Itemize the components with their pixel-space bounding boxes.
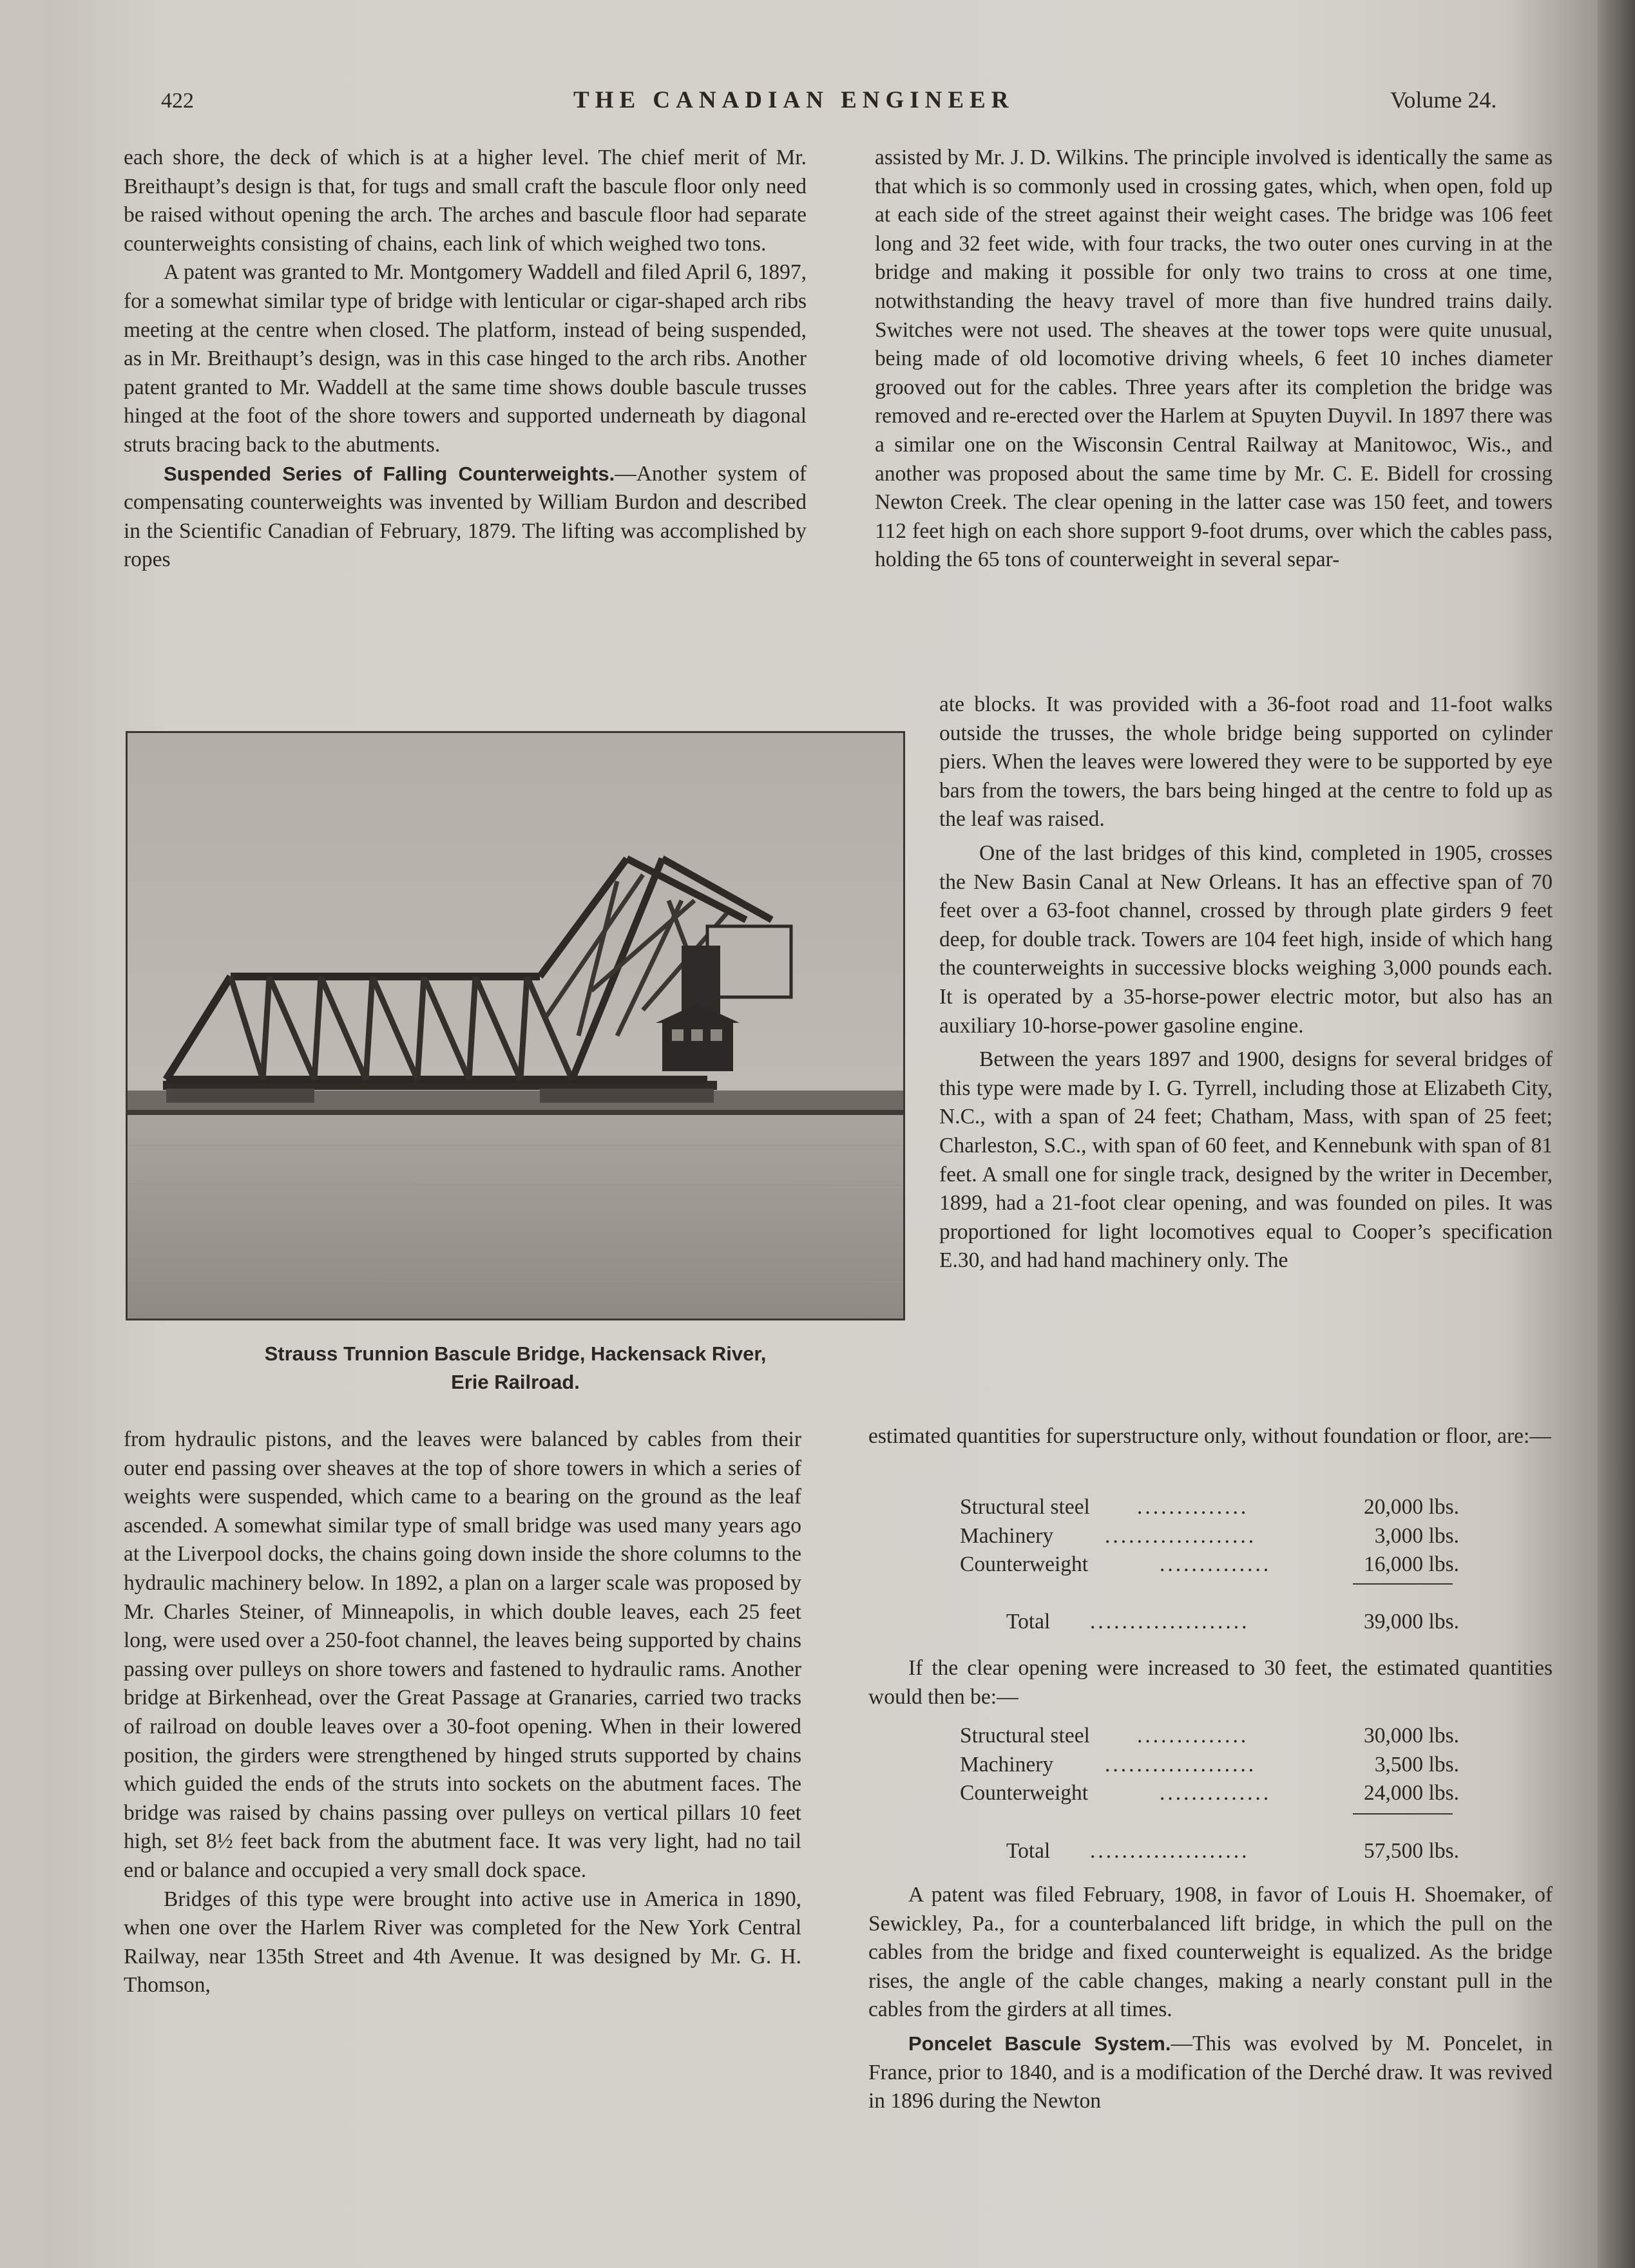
table-row: Structural steel .............. 30,000 lbs. [960,1724,1459,1748]
caption-line: Erie Railroad. [451,1371,580,1393]
right-column-upper [875,144,1553,575]
paragraph-text: —This was evolved by M. Poncelet, in France, prior to 1840, and is a modification of the Derché draw. It was revived in 1896 during the Newton [868,2031,1553,2113]
paragraph [868,2030,1553,2116]
left-column-bottom [124,1425,801,2000]
bridge-photograph [126,731,905,1320]
caption-line: Strauss Trunnion Bascule Bridge, Hackensack River, [264,1342,767,1365]
table-total-row: Total .................... 57,500 lbs. [1006,1839,1459,1863]
figure-caption [126,1340,905,1396]
paragraph: ate blocks. It was provided with a 36-foot road and 11-foot walks outside the trusses, the whole bridge being supported on cylinder piers. When the leaves were lowered they were to be supported by eye bars from the towers, the bars being hinged at the centre to fold up as the leaf was raised. [939,692,1553,832]
paragraph: Bridges of this type were brought into active use in America in 1890, when one over the Harlem River was completed for the New York Central Railway, near 135th Street and 4th Avenue. It was designed by Mr. G. H. Thomson, [124,1887,801,1997]
paragraph: If the clear opening were increased to 30 feet, the estimated quantities would then be:— [868,1656,1553,1709]
left-column-top [124,144,807,575]
bascule-bridge-image [128,733,903,1319]
paragraph: from hydraulic pistons, and the leaves were balanced by cables from their outer end passing over sheaves at the top of shore towers in which a series of weights were suspended, which came to a bearing on the ground as the leaf ascended. A somewhat similar type of small bridge was used many years ago at the Liverpool docks, the chains going down inside the shore columns to the hydraulic machinery below. In 1892, a plan on a larger scale was proposed by Mr. Charles Steiner, of Minneapolis, in which double leaves, each 25 feet long, were used over a 250-foot channel, the leaves being supported by chains passing over pulleys on shore towers and fastened to hydraulic rams. Another bridge at Birkenhead, over the Great Passage at Granaries, carried two tracks of railroad on double leaves over a 30-foot opening. When in their lowered position, the girders were strengthened by hinged struts supported by chains which guided the ends of the struts into sockets on the abutment faces. The bridge was raised by chains passing over pulleys on vertical pillars 10 feet high, set 8½ feet back from the abutment face. It was very light, had no tail end or balance and occupied a very small dock space. [124,1427,801,1882]
paragraph: One of the last bridges of this kind, completed in 1905, crosses the New Basin Canal at New Orleans. It has an effective span of 70 feet over a 63-foot channel, crossed by through plate girders 9 feet deep, for double track. Towers are 104 feet high, inside of which hang the counterweights in successive blocks weighing 3,000 pounds each. It is operated by a 35-horse-power electric motor, but also has an auxiliary 10-horse-power gasoline engine. [939,841,1553,1038]
quantities-total-1 [1006,1608,1459,1637]
paragraph: A patent was filed February, 1908, in favor of Louis H. Shoemaker, of Sewickley, Pa., for a counterbalanced lift bridge, in which the pull on the cables from the bridge and fixed counterweight is equalized. As the bridge rises, the angle of the cable changes, making a nearly constant pull in the cables from the girders at all times. [868,1883,1553,2022]
table-row: Machinery ................... 3,000 lbs. [960,1523,1459,1548]
quantities-table-2 [960,1722,1459,1808]
right-column-paragraph [868,1654,1553,1711]
paragraph: assisted by Mr. J. D. Wilkins. The principle involved is identically the same as that which is so commonly used in crossing gates, which, when open, fold up at each side of the street against their weight cases. The bridge was 106 feet long and 32 feet wide, with four tracks, the two outer ones curving in at the bridge and making it possible for only two trains to cross at one time, notwithstanding the heavy travel of more than five hundred trains daily. Switches were not used. The sheaves at the tower tops were quite unusual, being made of old locomotive driving wheels, 6 feet 10 inches diameter grooved out for the cables. Three years after its completion the bridge was removed and re-erected over the Harlem at Spuyten Duyvil. In 1897 there was a similar one on the Wisconsin Central Railway at Manitowoc, Wis., and another was proposed about the same time by Mr. C. E. Bidell for crossing Newton Creek. The clear opening in the latter case was 150 feet, and towers 112 feet high on each shore support 9-foot drums, over which the cables pass, holding the 65 tons of counterweight in several separ- [875,146,1553,572]
journal-title: THE CANADIAN ENGINEER [573,87,1015,113]
right-column-estimates-intro [868,1422,1553,1451]
section-heading: Suspended Series of Falling Counterweights. [164,462,615,485]
paragraph: estimated quantities for superstructure only, without foundation or floor, are:— [868,1424,1551,1448]
quantities-table-1 [960,1493,1459,1579]
paragraph-text: —Another system of compensating counterweights was invented by William Burdon and described in the Scientific Canadian of February, 1879. The lifting was accomplished by ropes [124,461,807,572]
table-total-row: Total .................... 39,000 lbs. [1006,1610,1459,1634]
book-spine-edge [1598,0,1635,2268]
volume-label: Volume 24. [1390,87,1497,113]
right-column-lower [868,1881,1553,2116]
right-column-middle [939,691,1553,1275]
table-row: Counterweight .............. 16,000 lbs. [960,1552,1459,1577]
running-header [0,82,1635,121]
total-rule [1353,1583,1453,1585]
paragraph: Between the years 1897 and 1900, designs for several bridges of this type were made by I. G. Tyrrell, including those at Elizabeth City, N.C., with a span of 24 feet; Chatham, Mass, with span of 25 feet; Charleston, S.C., with span of 60 feet, and Kennebunk with span of 81 feet. A small one for single track, designed by the writer in December, 1899, had a 21-foot clear opening, and was founded on piles. It was proportioned for light locomotives equal to Cooper’s specification E.30, and had hand machinery only. The [939,1047,1553,1273]
paragraph: each shore, the deck of which is at a higher level. The chief merit of Mr. Breithaupt’s design is that, for tugs and small craft the bascule floor only need be raised without opening the arch. The arches and bascule floor had separate counterweights consisting of chains, each link of which weighed two tons. [124,146,807,256]
section-heading: Poncelet Bascule System. [908,2032,1171,2055]
paragraph: A patent was granted to Mr. Montgomery Waddell and filed April 6, 1897, for a somewhat similar type of bridge with lenticular or cigar-shaped arch ribs meeting at the centre when closed. The platform, instead of being suspended, as in Mr. Breithaupt’s design, was in this case hinged to the arch ribs. Another patent granted to Mr. Waddell at the same time shows double bascule trusses hinged at the foot of the shore towers and supported underneath by diagonal struts bracing back to the abutments. [124,260,807,457]
paragraph [124,460,807,575]
page-number: 422 [161,89,194,113]
table-row: Structural steel .............. 20,000 lbs. [960,1495,1459,1519]
quantities-total-2 [1006,1837,1459,1866]
table-row: Counterweight .............. 24,000 lbs. [960,1781,1459,1806]
total-rule [1353,1813,1453,1815]
table-row: Machinery ................... 3,500 lbs. [960,1752,1459,1777]
